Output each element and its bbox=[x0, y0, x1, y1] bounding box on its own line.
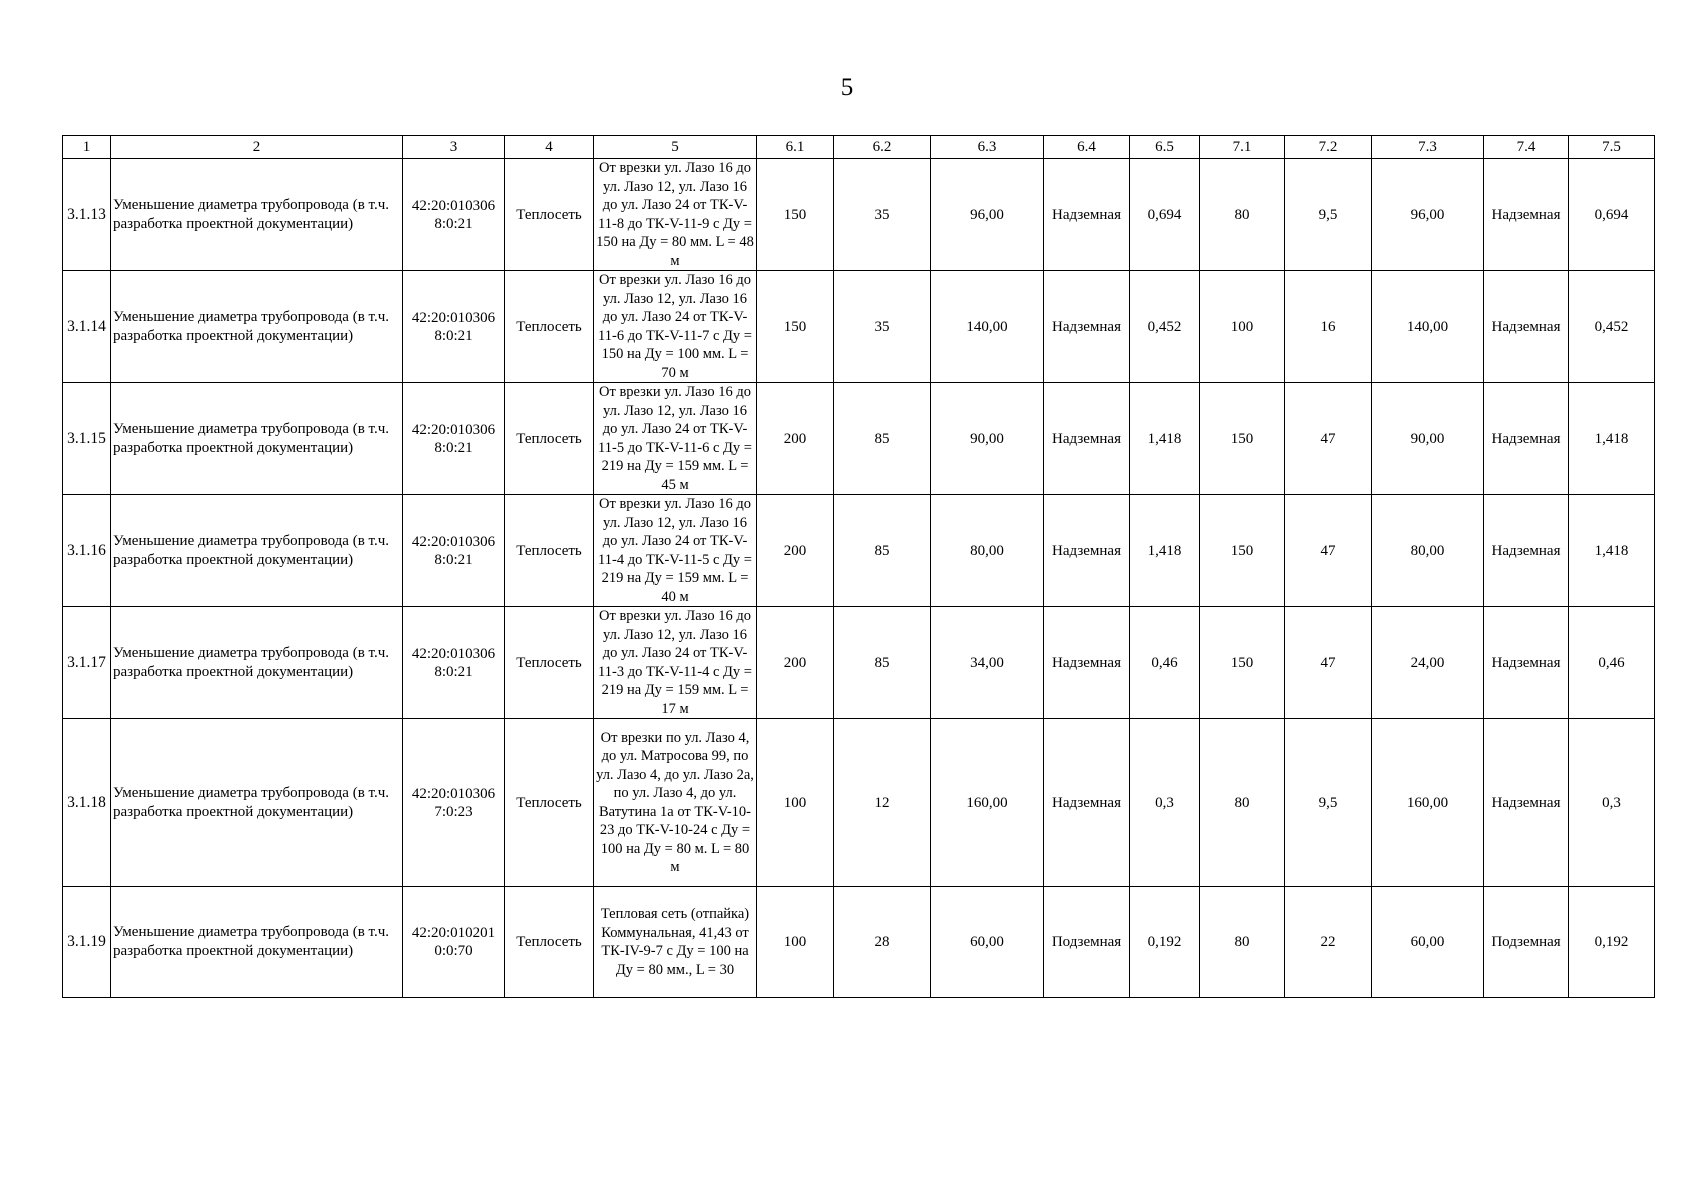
cell-7-2: 47 bbox=[1285, 383, 1372, 495]
cell-6-5: 0,46 bbox=[1130, 607, 1200, 719]
cell-7-5: 1,418 bbox=[1569, 383, 1655, 495]
cell-7-5: 0,46 bbox=[1569, 607, 1655, 719]
table-row bbox=[63, 607, 1655, 719]
cell-7-1: 80 bbox=[1200, 719, 1285, 887]
row-owner: Теплосеть bbox=[505, 159, 594, 271]
row-location: От врезки ул. Лазо 16 до ул. Лазо 12, ул. Лазо 16 до ул. Лазо 24 от ТК-V-11-5 до ТК-V-11-6 с Ду = 219 на Ду = 159 мм. L = 45 м bbox=[594, 383, 757, 495]
cell-7-4: Надземная bbox=[1484, 383, 1569, 495]
cell-7-1: 100 bbox=[1200, 271, 1285, 383]
cell-7-1: 150 bbox=[1200, 607, 1285, 719]
cell-6-1: 200 bbox=[757, 383, 834, 495]
cell-6-3: 80,00 bbox=[931, 495, 1044, 607]
cell-6-2: 85 bbox=[834, 383, 931, 495]
cell-7-2: 47 bbox=[1285, 495, 1372, 607]
column-header: 6.3 bbox=[931, 136, 1044, 159]
cell-7-3: 96,00 bbox=[1372, 159, 1484, 271]
column-header: 4 bbox=[505, 136, 594, 159]
cell-6-5: 0,452 bbox=[1130, 271, 1200, 383]
cell-7-4: Надземная bbox=[1484, 607, 1569, 719]
cell-7-3: 140,00 bbox=[1372, 271, 1484, 383]
row-location: От врезки ул. Лазо 16 до ул. Лазо 12, ул. Лазо 16 до ул. Лазо 24 от ТК-V-11-6 до ТК-V-11-7 с Ду = 150 на Ду = 100 мм. L = 70 м bbox=[594, 271, 757, 383]
cell-7-2: 47 bbox=[1285, 607, 1372, 719]
row-cadastral: 42:20:010306 8:0:21 bbox=[403, 495, 505, 607]
row-location: От врезки ул. Лазо 16 до ул. Лазо 12, ул. Лазо 16 до ул. Лазо 24 от ТК-V-11-4 до ТК-V-11-5 с Ду = 219 на Ду = 159 мм. L = 40 м bbox=[594, 495, 757, 607]
cell-6-1: 200 bbox=[757, 495, 834, 607]
cell-7-5: 0,3 bbox=[1569, 719, 1655, 887]
cell-6-5: 1,418 bbox=[1130, 495, 1200, 607]
row-cadastral: 42:20:010306 7:0:23 bbox=[403, 719, 505, 887]
column-header: 1 bbox=[63, 136, 111, 159]
cell-7-4: Надземная bbox=[1484, 719, 1569, 887]
row-description: Уменьшение диаметра трубопровода (в т.ч. разработка проектной документации) bbox=[111, 719, 403, 887]
cell-7-2: 9,5 bbox=[1285, 719, 1372, 887]
cell-7-4: Подземная bbox=[1484, 887, 1569, 998]
row-location: Тепловая сеть (отпайка) Коммунальная, 41,43 от ТК-IV-9-7 с Ду = 100 на Ду = 80 мм., L = 30 bbox=[594, 887, 757, 998]
cell-6-4: Надземная bbox=[1044, 607, 1130, 719]
cell-6-4: Подземная bbox=[1044, 887, 1130, 998]
table-row bbox=[63, 887, 1655, 998]
investment-table bbox=[62, 135, 1655, 998]
row-owner: Теплосеть bbox=[505, 607, 594, 719]
row-number: 3.1.13 bbox=[63, 159, 111, 271]
column-header: 6.2 bbox=[834, 136, 931, 159]
column-header: 6.4 bbox=[1044, 136, 1130, 159]
row-number: 3.1.16 bbox=[63, 495, 111, 607]
cell-6-1: 200 bbox=[757, 607, 834, 719]
column-header: 2 bbox=[111, 136, 403, 159]
row-owner: Теплосеть bbox=[505, 383, 594, 495]
column-header: 7.3 bbox=[1372, 136, 1484, 159]
column-header: 7.2 bbox=[1285, 136, 1372, 159]
row-location: От врезки по ул. Лазо 4, до ул. Матросова 99, по ул. Лазо 4, до ул. Лазо 2а, по ул. Лазо 4, до ул. Ватутина 1а от ТК-V-10-23 до ТК-V-10-24 с Ду = 100 на Ду = 80 м. L = 80 м bbox=[594, 719, 757, 887]
cell-7-1: 150 bbox=[1200, 383, 1285, 495]
cell-7-5: 0,192 bbox=[1569, 887, 1655, 998]
row-description: Уменьшение диаметра трубопровода (в т.ч. разработка проектной документации) bbox=[111, 887, 403, 998]
row-number: 3.1.15 bbox=[63, 383, 111, 495]
row-cadastral: 42:20:010306 8:0:21 bbox=[403, 607, 505, 719]
cell-7-3: 24,00 bbox=[1372, 607, 1484, 719]
row-cadastral: 42:20:010201 0:0:70 bbox=[403, 887, 505, 998]
table-header-row bbox=[63, 136, 1655, 159]
row-number: 3.1.14 bbox=[63, 271, 111, 383]
row-description: Уменьшение диаметра трубопровода (в т.ч. разработка проектной документации) bbox=[111, 607, 403, 719]
cell-7-3: 60,00 bbox=[1372, 887, 1484, 998]
table-row bbox=[63, 719, 1655, 887]
cell-7-5: 1,418 bbox=[1569, 495, 1655, 607]
row-owner: Теплосеть bbox=[505, 887, 594, 998]
column-header: 5 bbox=[594, 136, 757, 159]
cell-6-4: Надземная bbox=[1044, 495, 1130, 607]
row-description: Уменьшение диаметра трубопровода (в т.ч. разработка проектной документации) bbox=[111, 495, 403, 607]
cell-7-3: 80,00 bbox=[1372, 495, 1484, 607]
column-header: 6.1 bbox=[757, 136, 834, 159]
cell-6-5: 0,694 bbox=[1130, 159, 1200, 271]
cell-7-4: Надземная bbox=[1484, 495, 1569, 607]
cell-6-4: Надземная bbox=[1044, 719, 1130, 887]
table-row bbox=[63, 495, 1655, 607]
table-row bbox=[63, 159, 1655, 271]
table-row bbox=[63, 271, 1655, 383]
cell-6-5: 0,192 bbox=[1130, 887, 1200, 998]
column-header: 6.5 bbox=[1130, 136, 1200, 159]
row-number: 3.1.18 bbox=[63, 719, 111, 887]
column-header: 3 bbox=[403, 136, 505, 159]
cell-7-5: 0,452 bbox=[1569, 271, 1655, 383]
cell-6-2: 28 bbox=[834, 887, 931, 998]
row-cadastral: 42:20:010306 8:0:21 bbox=[403, 383, 505, 495]
cell-7-5: 0,694 bbox=[1569, 159, 1655, 271]
cell-6-4: Надземная bbox=[1044, 159, 1130, 271]
cell-6-4: Надземная bbox=[1044, 383, 1130, 495]
cell-6-2: 85 bbox=[834, 607, 931, 719]
cell-7-2: 16 bbox=[1285, 271, 1372, 383]
cell-6-1: 150 bbox=[757, 271, 834, 383]
cell-7-4: Надземная bbox=[1484, 159, 1569, 271]
row-description: Уменьшение диаметра трубопровода (в т.ч. разработка проектной документации) bbox=[111, 271, 403, 383]
cell-6-3: 96,00 bbox=[931, 159, 1044, 271]
cell-6-3: 60,00 bbox=[931, 887, 1044, 998]
cell-6-2: 35 bbox=[834, 159, 931, 271]
cell-7-1: 80 bbox=[1200, 887, 1285, 998]
cell-6-2: 85 bbox=[834, 495, 931, 607]
cell-6-3: 140,00 bbox=[931, 271, 1044, 383]
row-cadastral: 42:20:010306 8:0:21 bbox=[403, 159, 505, 271]
cell-6-5: 1,418 bbox=[1130, 383, 1200, 495]
row-cadastral: 42:20:010306 8:0:21 bbox=[403, 271, 505, 383]
table-row bbox=[63, 383, 1655, 495]
row-description: Уменьшение диаметра трубопровода (в т.ч. разработка проектной документации) bbox=[111, 383, 403, 495]
row-number: 3.1.19 bbox=[63, 887, 111, 998]
cell-6-1: 150 bbox=[757, 159, 834, 271]
column-header: 7.5 bbox=[1569, 136, 1655, 159]
cell-7-4: Надземная bbox=[1484, 271, 1569, 383]
row-description: Уменьшение диаметра трубопровода (в т.ч. разработка проектной документации) bbox=[111, 159, 403, 271]
cell-6-1: 100 bbox=[757, 719, 834, 887]
cell-6-3: 34,00 bbox=[931, 607, 1044, 719]
row-number: 3.1.17 bbox=[63, 607, 111, 719]
cell-6-4: Надземная bbox=[1044, 271, 1130, 383]
cell-6-2: 35 bbox=[834, 271, 931, 383]
row-location: От врезки ул. Лазо 16 до ул. Лазо 12, ул. Лазо 16 до ул. Лазо 24 от ТК-V-11-8 до ТК-V-11-9 с Ду = 150 на Ду = 80 мм. L = 48 м bbox=[594, 159, 757, 271]
row-owner: Теплосеть bbox=[505, 495, 594, 607]
cell-6-3: 90,00 bbox=[931, 383, 1044, 495]
cell-7-2: 22 bbox=[1285, 887, 1372, 998]
cell-6-2: 12 bbox=[834, 719, 931, 887]
cell-7-3: 160,00 bbox=[1372, 719, 1484, 887]
row-owner: Теплосеть bbox=[505, 719, 594, 887]
column-header: 7.4 bbox=[1484, 136, 1569, 159]
cell-6-1: 100 bbox=[757, 887, 834, 998]
page-number: 5 bbox=[840, 74, 854, 101]
cell-7-3: 90,00 bbox=[1372, 383, 1484, 495]
column-header: 7.1 bbox=[1200, 136, 1285, 159]
cell-7-1: 150 bbox=[1200, 495, 1285, 607]
row-location: От врезки ул. Лазо 16 до ул. Лазо 12, ул. Лазо 16 до ул. Лазо 24 от ТК-V-11-3 до ТК-V-11-4 с Ду = 219 на Ду = 159 мм. L = 17 м bbox=[594, 607, 757, 719]
cell-7-2: 9,5 bbox=[1285, 159, 1372, 271]
cell-7-1: 80 bbox=[1200, 159, 1285, 271]
cell-6-3: 160,00 bbox=[931, 719, 1044, 887]
row-owner: Теплосеть bbox=[505, 271, 594, 383]
cell-6-5: 0,3 bbox=[1130, 719, 1200, 887]
